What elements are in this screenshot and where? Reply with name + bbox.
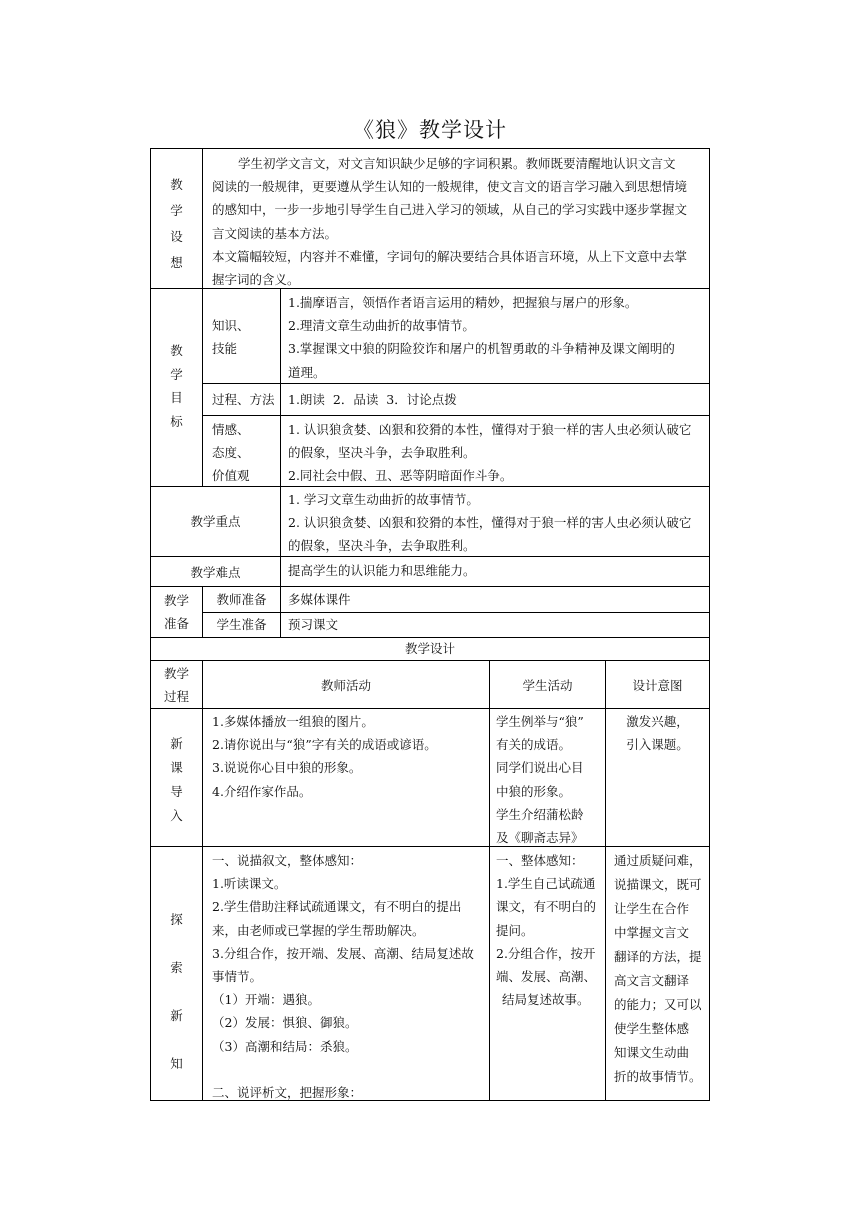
row-border (150, 846, 710, 847)
row1-teacher: 1.多媒体播放一组狼的图片。 2.请你说出与“狼”字有关的成语或谚语。 3.说说你心目中狼的形象。 4.介绍作家作品。 (212, 714, 437, 799)
teacher-prep-label: 教师准备 (216, 592, 267, 607)
emotion-label: 情感、 态度、 价值观 (212, 422, 250, 484)
col-border (202, 660, 203, 1101)
section-label-sheji: 教 学 设 想 (170, 177, 183, 270)
row-border (150, 586, 710, 587)
process-label: 过程、方法 (212, 392, 275, 407)
knowledge-label: 知识、 技能 (212, 318, 250, 357)
document-title: 《狼》教学设计 (353, 118, 507, 142)
col-header-teacher: 教师活动 (320, 678, 371, 693)
row1-student: 学生例举与“狼” 有关的成语。 同学们说出心目 中狼的形象。 学生介绍蒲松龄 及《聊斋志异》 (496, 714, 584, 846)
nandian-text: 提高学生的认识能力和思维能力。 (288, 563, 476, 578)
student-prep-text: 预习课文 (288, 617, 339, 632)
col-header-process: 教学 过程 (163, 666, 189, 705)
table-right-border (709, 148, 710, 1101)
section-label-zhunbei: 教学 准备 (163, 593, 189, 632)
knowledge-text: 1.揣摩语言，领悟作者语言运用的精妙，把握狼与屠户的形象。 2.理清文章生动曲折的故事情节。 3.掌握课文中狼的阴险狡诈和屠户的机智勇敢的斗争精神及课文阐明的 道理。 (288, 295, 675, 380)
sheji-text: 学生初学文言文，对文言知识缺少足够的字词积累。教师既要清醒地认识文言文 阅读的一般规律，更要遵从学生认知的一般规律，使文言文的语言学习融入到思想情境 的感知中，一步一步地引导学生自己进入学习的领域，从自己的学习实践中逐步掌握文 言文阅读的基本方法。 本文篇幅较短，内容并不难懂，字词句的解决要结合具体语言环境，从上下文意中去掌 握字词的含义。 (212, 156, 688, 288)
row-border (150, 148, 710, 149)
col-border (202, 148, 203, 288)
student-prep-label: 学生准备 (216, 617, 267, 632)
process-text: 1.朗读 2．品读 3．讨论点拨 (288, 392, 457, 407)
col-header-intent: 设计意图 (632, 678, 683, 693)
col-border (489, 660, 490, 1101)
section-label-nandian: 教学难点 (190, 565, 241, 580)
design-header: 教学设计 (404, 641, 455, 656)
row-border (150, 708, 710, 709)
col-header-student: 学生活动 (522, 678, 573, 693)
row-border (202, 415, 710, 416)
section-label-mubiao: 教 学 目 标 (170, 343, 183, 429)
row1-intent: 激发兴趣， 引入课题。 (626, 714, 689, 753)
col-border (280, 288, 281, 486)
emotion-text: 1. 认识狼贪婪、凶狠和狡猾的本性，懂得对于狼一样的害人虫必须认破它 的假象，坚决斗争，去争取胜利。 2.同社会中假、丑、恶等阴暗面作斗争。 (288, 422, 692, 484)
col-border (202, 288, 203, 486)
section-label-zhongdian: 教学重点 (190, 514, 241, 529)
teacher-prep-text: 多媒体课件 (288, 592, 351, 607)
row2-teacher: 一、说描叙文，整体感知： 1.听读课文。 2.学生借助注释试疏通课文，有不明白的提出 来，由老师或已掌握的学生帮助解决。 3.分组合作，按开端、发展、高潮、结局复述故 事情节。 （1）开端：遇狼。 （2）发展：惧狼、御狼。 （3）高潮和结局：杀狼。 二、说评析文，把握形象： (212, 853, 474, 1100)
row-label-xinke: 新 课 导 入 (170, 736, 183, 823)
row2-student: 一、整体感知： 1.学生自己试疏通 课文，有不明白的 提问。 2.分组合作，按开 端、发展、高潮、 结局复述故事。 (496, 853, 597, 1008)
col-border (280, 586, 281, 637)
col-border (280, 486, 281, 587)
row2-intent: 通过质疑问难， 说描课文，既可 让学生在合作 中掌握文言文 翻译的方法，提 高文言文翻译 的能力；又可以 使学生整体感 知课文生动曲 折的故事情节。 (614, 853, 702, 1084)
zhongdian-text: 1. 学习文章生动曲折的故事情节。 2. 认识狼贪婪、凶狠和狡猾的本性，懂得对于狼一样的害人虫必须认破它 的假象，坚决斗争，去争取胜利。 (288, 492, 692, 554)
row-label-tansuo: 探 索 新 知 (170, 912, 183, 1071)
